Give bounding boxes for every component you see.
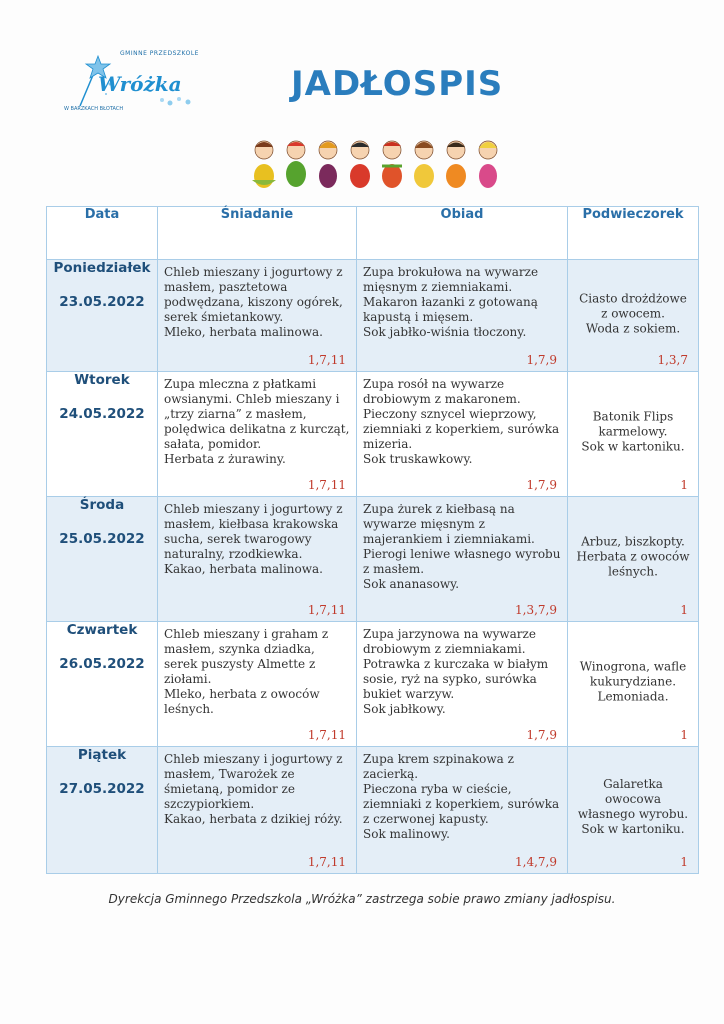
table-row [47,497,699,622]
page-title: JADŁOSPIS [291,64,504,104]
table-row [47,372,699,497]
logo-top-text: GMINNE PRZEDSZKOLE [120,50,199,57]
day-cell: Czwartek 26.05.2022 [47,622,158,747]
kids-illustration [246,136,500,192]
allergens: 1,7,11 [307,603,346,617]
kids-with-vegetables-icon [246,136,500,192]
allergens: 1,7,9 [526,728,557,742]
allergens: 1,3,7 [657,353,688,367]
footer-note: Dyrekcja Gminnego Przedszkola „Wróżka” zastrzega sobie prawo zmiany jadłospisu. [108,892,616,906]
allergens: 1 [680,478,688,492]
allergens: 1 [680,855,688,869]
obiad-cell: Zupa brokułowa na wywarze mięsnym z ziemniakami. Makaron łazanki z gotowaną kapustą i mięsem. Sok jabłko-wiśnia tłoczony. 1,7,9 [357,260,568,372]
allergens: 1,4,7,9 [515,855,557,869]
day-cell: Wtorek 24.05.2022 [47,372,158,497]
logo-bottom-text: W BARZKACH BŁOTACH [64,106,124,112]
day-cell: Piątek 27.05.2022 [47,747,158,874]
podwieczorek-cell: Galaretka owocowa własnego wyrobu. Sok w kartoniku. 1 [568,747,699,874]
sniadanie-cell: Chleb mieszany i jogurtowy z masłem, kiełbasa krakowska sucha, serek twarogowy naturalny, rzodkiewka. Kakao, herbata malinowa. 1,7,11 [158,497,357,622]
allergens: 1,7,11 [307,353,346,367]
obiad-cell: Zupa krem szpinakowa z zacierką. Pieczona ryba w cieście, ziemniaki z koperkiem, surówka z czerwonej kapusty. Sok malinowy. 1,4,7,9 [357,747,568,874]
table-row [47,260,699,372]
header-data: Data [47,207,158,260]
allergens: 1,7,11 [307,728,346,742]
sniadanie-cell: Chleb mieszany i graham z masłem, szynka dziadka, serek puszysty Almette z ziołami. Mleko, herbata z owoców leśnych. 1,7,11 [158,622,357,747]
obiad-cell: Zupa jarzynowa na wywarze drobiowym z ziemniakami. Potrawka z kurczaka w białym sosie, ryż na sypko, surówka bukiet warzyw. Sok jabłkowy. 1,7,9 [357,622,568,747]
allergens: 1,7,11 [307,855,346,869]
header-row [47,207,699,260]
allergens: 1 [680,728,688,742]
preschool-logo [58,50,198,120]
obiad-cell: Zupa rosół na wywarze drobiowym z makaronem. Pieczony sznycel wieprzowy, ziemniaki z koperkiem, surówka mizeria. Sok truskawkowy. 1,7,9 [357,372,568,497]
header-sniadanie: Śniadanie [158,207,357,260]
menu-table [46,206,699,874]
allergens: 1,7,11 [307,478,346,492]
allergens: 1,7,9 [526,353,557,367]
podwieczorek-cell: Batonik Flips karmelowy. Sok w kartoniku. 1 [568,372,699,497]
day-cell: Środa 25.05.2022 [47,497,158,622]
podwieczorek-cell: Arbuz, biszkopty. Herbata z owoców leśnych. 1 [568,497,699,622]
allergens: 1,7,9 [526,478,557,492]
logo-name: Wróżka [98,72,182,96]
sniadanie-cell: Chleb mieszany i jogurtowy z masłem, Twarożek ze śmietaną, pomidor ze szczypiorkiem. Kakao, herbata z dzikiej róży. 1,7,11 [158,747,357,874]
header-obiad: Obiad [357,207,568,260]
table-row [47,622,699,747]
obiad-cell: Zupa żurek z kiełbasą na wywarze mięsnym z majerankiem i ziemniakami. Pierogi leniwe własnego wyrobu z masłem. Sok ananasowy. 1,3,7,9 [357,497,568,622]
sparkles-icon [158,94,194,108]
podwieczorek-cell: Winogrona, wafle kukurydziane. Lemoniada. 1 [568,622,699,747]
sniadanie-cell: Chleb mieszany i jogurtowy z masłem, pasztetowa podwędzana, kiszony ogórek, serek śmietankowy. Mleko, herbata malinowa. 1,7,11 [158,260,357,372]
sniadanie-cell: Zupa mleczna z płatkami owsianymi. Chleb mieszany i „trzy ziarna” z masłem, polędwica delikatna z kurcząt, sałata, pomidor. Herbata z żurawiny. 1,7,11 [158,372,357,497]
allergens: 1,3,7,9 [515,603,557,617]
podwieczorek-cell: Ciasto drożdżowe z owocem. Woda z sokiem. 1,3,7 [568,260,699,372]
table-row [47,747,699,874]
header-podwieczorek: Podwieczorek [568,207,699,260]
allergens: 1 [680,603,688,617]
day-cell: Poniedziałek 23.05.2022 [47,260,158,372]
